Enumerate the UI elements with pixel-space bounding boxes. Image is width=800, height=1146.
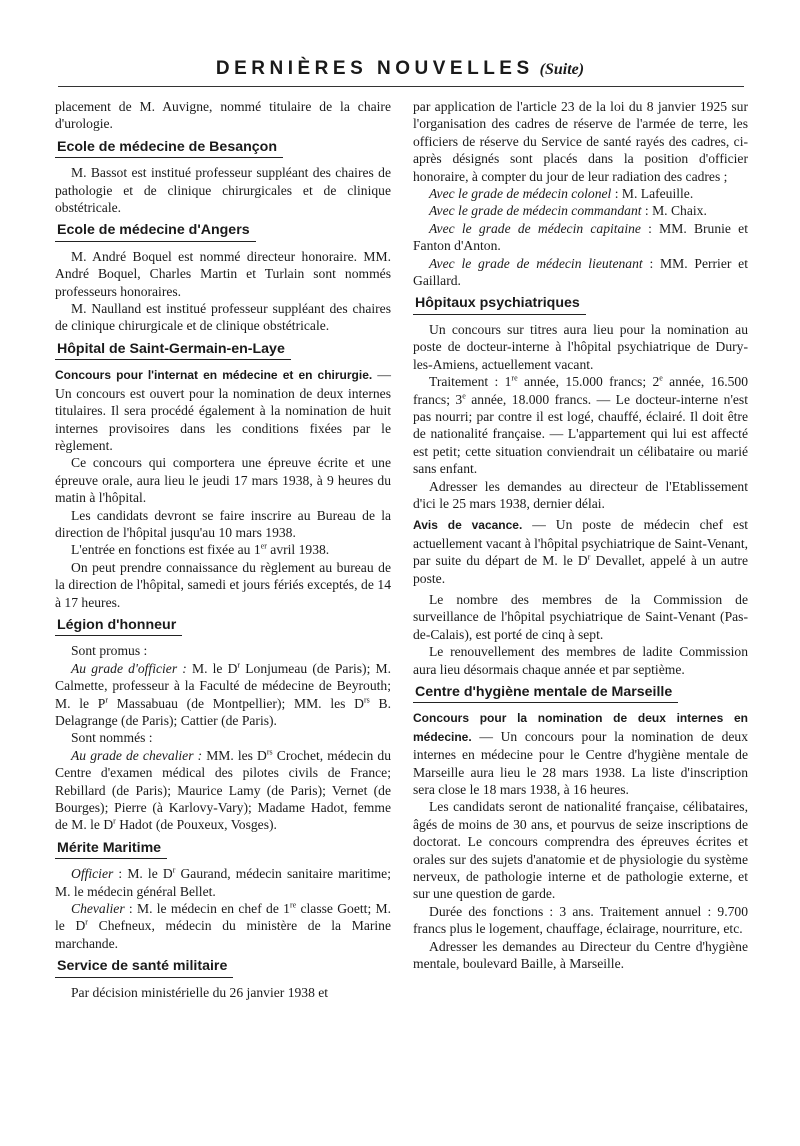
page-header (0, 58, 800, 80)
left-column (55, 98, 391, 1001)
paragraph: Traitement : 1re année, 15.000 francs; 2e année, 16.500 francs; 3e année, 18.000 francs. — Le docteur-interne n'est pas nourri; par contre il est logé, chauffé, éclairé. Il doit être de nationalité française. — L'appartement qui lui est affecté est petit; cette situation conviendrait un célibataire ou marié sans enfant. (413, 373, 749, 477)
paragraph: Concours pour l'internat en médecine et en chirurgie. — Un concours est ouvert pour la nomination de deux internes titulaires. Il sera procédé également à la nomination de huit internes provisoires dans les conditions fixées par le règlement. (55, 367, 391, 453)
grade-line: Avec le grade de médecin colonel : M. Lafeuille. (429, 186, 694, 202)
paragraph: M. Bassot est institué professeur suppléant des chaires de pathologie et de clinique chirurgicales et de clinique obstétricale. (55, 165, 391, 216)
subheading: Concours pour la nomination de deux internes en médecine. (413, 711, 748, 744)
section-heading: Ecole de médecine d'Angers (55, 222, 256, 241)
paragraph: L'entrée en fonctions est fixée au 1er avril 1938. (71, 541, 330, 558)
paragraph: Les candidats seront de nationalité française, célibataires, âgés de moins de 30 ans, et pourvus de seize inscriptions de doctorat. Le concours comprendra des épreuves écrites et orales sur des sujets d'anatomie et de physiologie du système nerveux, de pathologie interne et de pathologie externe, et sur une question de garde. (413, 799, 748, 902)
paragraph: Adresser les demandes au Directeur du Centre d'hygiène mentale, boulevard Baille, à Marseille. (413, 938, 748, 972)
header-rule (58, 86, 744, 87)
paragraph: Ce concours qui comportera une épreuve écrite et une épreuve orale, aura lieu le jeudi 17 mars 1938, à 9 heures du matin à l'hôpital. (55, 455, 391, 506)
subheading: Avis de vacance. (413, 518, 523, 533)
section-heading: Mérite Maritime (55, 840, 167, 859)
paragraph: M. André Boquel est nommé directeur honoraire. MM. André Boquel, Charles Martin et Turlain sont nommés professeurs honoraires. (55, 248, 391, 299)
page-title: DERNIÈRES NOUVELLES (215, 58, 534, 79)
paragraph: Les candidats devront se faire inscrire au Bureau de la direction de l'hôpital jusqu'au 10 mars 1938. (55, 507, 391, 540)
right-column (413, 98, 748, 973)
paragraph: Sont nommés : (71, 730, 153, 746)
grade-line: Avec le grade de médecin commandant : M. Chaix. (429, 203, 707, 219)
paragraph: placement de M. Auvigne, nommé titulaire de la chaire d'urologie. (55, 99, 391, 132)
paragraph: Concours pour la nomination de deux internes en médecine. — Un concours pour la nomination de deux internes en médecine pour le Centre d'hygiène mentale de Marseille aura lieu le 28 mars 1938. La liste d'inscription sera close le 18 mars 1938, à 16 heures. (413, 711, 748, 798)
paragraph: Sont promus : (71, 643, 148, 659)
section-heading: Service de santé militaire (55, 958, 233, 977)
paragraph: Officier : M. le $D^r$ Gaurand, médecin sanitaire maritime; M. le médecin général Bellet. (55, 865, 391, 899)
paragraph: par application de l'article 23 de la loi du 8 janvier 1925 sur l'organisation des cadres de réserve de l'armée de terre, les officiers de réserve du Service de santé rayés des cadres, ci-après désignés sont placés dans la position d'officier honoraire, à compter du jour de leur radiation des cadres ; (413, 99, 748, 184)
paragraph: Chevalier : M. le médecin en chef de 1re classe Goett; M. le $D^r$ Chefneux, médecin du ministère de la Marine marchande. (55, 900, 392, 951)
paragraph: Durée des fonctions : 3 ans. Traitement annuel : 9.700 francs plus le logement, chauffage, éclairage, nourriture, etc. (413, 903, 748, 937)
grade-line: Avec le grade de médecin capitaine : MM. Brunie et Fanton d'Anton. (413, 220, 748, 254)
paragraph: Avis de vacance. — Un poste de médecin chef est actuellement vacant à l'hôpital psychiatrique de Saint-Venant, par suite du départ de M. le $D^r$ Devallet, appelé à un autre poste. (413, 517, 749, 586)
page-title-suite: (Suite) (539, 61, 585, 78)
section-heading: Légion d'honneur (55, 617, 182, 636)
paragraph: Au grade de chevalier : MM. les $D^{rs}$ Crochet, médecin du Centre d'examen médical des pilotes civils de France; Rebillard (de Paris); Maurice Lamy (de Paris); Vernet (de Bourges); Pierre (à Karlovy-Vary); Madame Hadot, femme de M. le $D^r$ Hadot (de Pouxeux, Vosges). (55, 747, 391, 833)
section-heading: Hôpitaux psychiatriques (413, 295, 586, 314)
paragraph: On peut prendre connaissance du règlement au bureau de la direction de l'hôpital, samedi et jours fériés exceptés, de 14 à 17 heures. (55, 559, 391, 610)
paragraph: Au grade d'officier : M. le $D^r$ Lonjumeau (de Paris); M. Calmette, professeur à la Faculté de médecine de Beyrouth; M. le $P^r$ Massabuau (de Montpellier); MM. les $D^{rs}$ B. Delagrange (de Paris); Cattier (de Paris). (55, 660, 391, 728)
paragraph: Le nombre des membres de la Commission de surveillance de l'hôpital psychiatrique de Saint-Venant (Pas-de-Calais), est porté de cinq à sept. (413, 591, 748, 642)
grade-line: Avec le grade de médecin lieutenant : MM. Perrier et Gaillard. (413, 255, 748, 289)
section-heading: Centre d'hygiène mentale de Marseille (413, 684, 678, 703)
subheading: Concours pour l'internat en médecine et en chirurgie. (55, 368, 373, 383)
paragraph: Adresser les demandes au directeur de l'Etablissement d'ici le 25 mars 1938, dernier délai. (413, 478, 748, 511)
section-heading: Hôpital de Saint-Germain-en-Laye (55, 341, 291, 360)
paragraph: Le renouvellement des membres de ladite Commission aura lieu désormais chaque année et par septième. (413, 644, 748, 677)
paragraph: Par décision ministérielle du 26 janvier 1938 et (71, 984, 329, 1000)
section-heading: Ecole de médecine de Besançon (55, 139, 283, 158)
paragraph: Un concours sur titres aura lieu pour la nomination au poste de docteur-interne à l'hôpital psychiatrique de Dury-les-Amiens, actuellement vacant. (413, 321, 748, 372)
paragraph: M. Naulland est institué professeur suppléant des chaires de clinique chirurgicale et de clinique obstétricale. (55, 301, 391, 334)
